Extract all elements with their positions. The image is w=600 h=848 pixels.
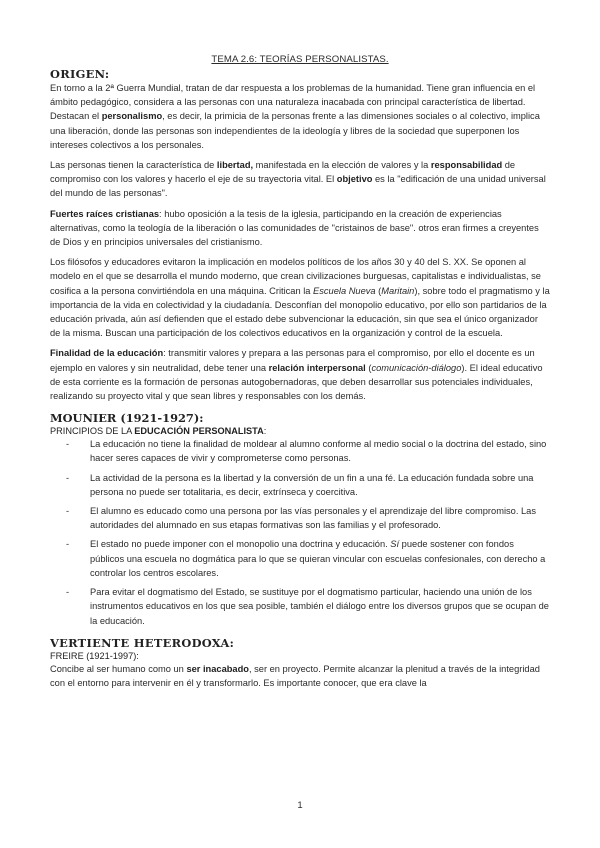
subheading-freire: FREIRE (1921-1997): xyxy=(50,650,139,661)
bold-term: libertad, xyxy=(216,160,254,171)
list-item xyxy=(50,471,550,499)
italic-term: Sí xyxy=(390,539,400,550)
text: PRINCIPIOS DE LA xyxy=(50,426,135,437)
dash-bullet: - xyxy=(66,506,70,517)
italic-term: Escuela Nueva xyxy=(313,285,376,296)
text: El alumno es educado como una persona por las vías personales y el aprendizaje del libre compromiso. Las autoridades del alumnado en sus etapas formativas son las familias y el profesorado. xyxy=(90,506,536,531)
paragraph-origen-1 xyxy=(50,81,550,152)
text: manifestada en la elección de valores y la xyxy=(253,160,431,171)
page-title: TEMA 2.6: TEORÍAS PERSONALISTAS. xyxy=(211,54,389,65)
paragraph-origen-4 xyxy=(50,255,550,340)
text: Los filósofos y educadores evitaron la implicación en modelos políticos de los años 30 y 40 del S. XX. Se oponen al modelo en el que se desarrolla el mundo moderno, que crean civilizaciones burguesas, capitalistas e individualistas, se cosifica a la persona convirtiéndola en una máquina. Critican la xyxy=(50,257,541,296)
list-item xyxy=(50,585,550,628)
text: , es decir, la primicia de la personas frente a las dimensiones sociales o al colectivo, implica una liberación, donde las personas son independientes de la ideología y libres de la sociedad que superponen los intereses colectivos a los personales. xyxy=(50,111,540,150)
text: Para evitar el dogmatismo del Estado, se sustituye por el dogmatismo particular, haciendo una unión de los instrumentos educativos en los que sea posible, también el diálogo entre los diversos grupos que se ocupan de la educación. xyxy=(90,587,549,626)
section-heading-origen: ORIGEN: xyxy=(50,67,110,81)
text: El estado no puede imponer con el monopolio una doctrina y educación. xyxy=(90,539,391,550)
text: de compromiso con los valores y hacerlo el eje de su trayectoria vital. El xyxy=(50,160,516,185)
text: La educación no tiene la finalidad de moldear al alumno conforme al medio social o la doctrina del estado, sino hacer seres capaces de vivir y comprometerse como personas. xyxy=(90,439,547,464)
section-heading-heterodoxa: VERTIENTE HETERODOXA: xyxy=(50,635,235,650)
text: ( xyxy=(365,362,372,373)
bold-term: Fuertes raíces cristianas xyxy=(50,208,160,219)
dash-bullet: - xyxy=(66,439,70,450)
bold-term: relación interpersonal xyxy=(268,362,366,373)
text: Concibe al ser humano como un xyxy=(50,663,187,674)
paragraph-origen-3 xyxy=(50,207,550,250)
bold-term: ser inacabado xyxy=(186,663,249,674)
text: Las personas tienen la característica de xyxy=(50,160,217,171)
list-item xyxy=(50,504,550,532)
text: ( xyxy=(375,285,382,296)
text: : transmitir valores y prepara a las personas para el compromiso, por ello el docente es un ejemplo en valores y sin neutralidad, debe tener una xyxy=(50,348,535,373)
text: ), sobre todo el pragmatismo y la importancia de la vida en colectividad y la ciudadanía. Desconfían del monopolio educativo, por ello son partidarios de la educación privada, aún así defienden que el estado debe subvencionar la educación, sin que sea el único organizador de la misma. Buscan una participación de los colectivos educativos en la organización y control de la escuela. xyxy=(50,285,550,339)
paragraph-origen-5 xyxy=(50,346,550,403)
text: puede sostener con fondos públicos una escuela no dogmática para lo que se quieran vincular con escuelas confesionales, con derecho a controlar los centros escolares. xyxy=(90,539,546,578)
page-number: 1 xyxy=(297,800,303,811)
italic-term: Maritain xyxy=(381,285,415,296)
text: : hubo oposición a la tesis de la iglesia, participando en la creación de experiencias alternativas, como la teología de la liberación o las comunidades de "cristainos de base". otros eran firmes a creyentes de Dios y en principios universales del cristianismo. xyxy=(50,208,539,248)
bold-term: Finalidad de la educación xyxy=(50,348,164,359)
bold-term: objetivo xyxy=(336,174,373,185)
subheading-principios xyxy=(50,425,550,437)
paragraph-freire-1 xyxy=(50,662,550,690)
list-item xyxy=(50,437,550,465)
paragraph-origen-2 xyxy=(50,158,550,201)
list-item xyxy=(50,537,550,580)
section-heading-mounier: MOUNIER (1921-1927): xyxy=(50,411,204,426)
dash-bullet: - xyxy=(66,587,70,598)
text: es la "edificación de una unidad universal del mundo de las personas". xyxy=(50,174,546,199)
bold-term: responsabilidad xyxy=(430,160,503,171)
bold-term: EDUCACIÓN PERSONALISTA xyxy=(134,426,264,437)
dash-bullet: - xyxy=(66,472,70,483)
principles-list xyxy=(50,437,550,627)
text: ). El ideal educativo de esta corriente es la formación de personas autogobernadoras, que deben desarrollar sus potenciales individuales, realizando su proyecto vital y que sean libres y responsables con los demás. xyxy=(50,362,543,402)
text: , ser en proyecto. Permite alcanzar la plenitud a través de la integridad con el entorno para intervenir en él y transformarlo. Es importante conocer, que era clave la xyxy=(50,663,540,688)
dash-bullet: - xyxy=(66,539,70,550)
text: En torno a la 2ª Guerra Mundial, tratan de dar respuesta a los problemas de la humanidad. Tiene gran influencia en el ámbito pedagógico, considera a las personas con una naturaleza inacabada con principal característica de libertad. Destacan el xyxy=(50,83,536,122)
text: : xyxy=(263,426,267,437)
text: La actividad de la persona es la libertad y la conversión de un fin a una fé. La educación fundada sobre una persona no puede ser totalitaria, es decir, extrínseca y coercitiva. xyxy=(90,472,534,497)
bold-term: personalismo xyxy=(101,111,163,122)
document-body xyxy=(50,67,550,690)
italic-term: comunicación-diálogo xyxy=(371,362,462,373)
